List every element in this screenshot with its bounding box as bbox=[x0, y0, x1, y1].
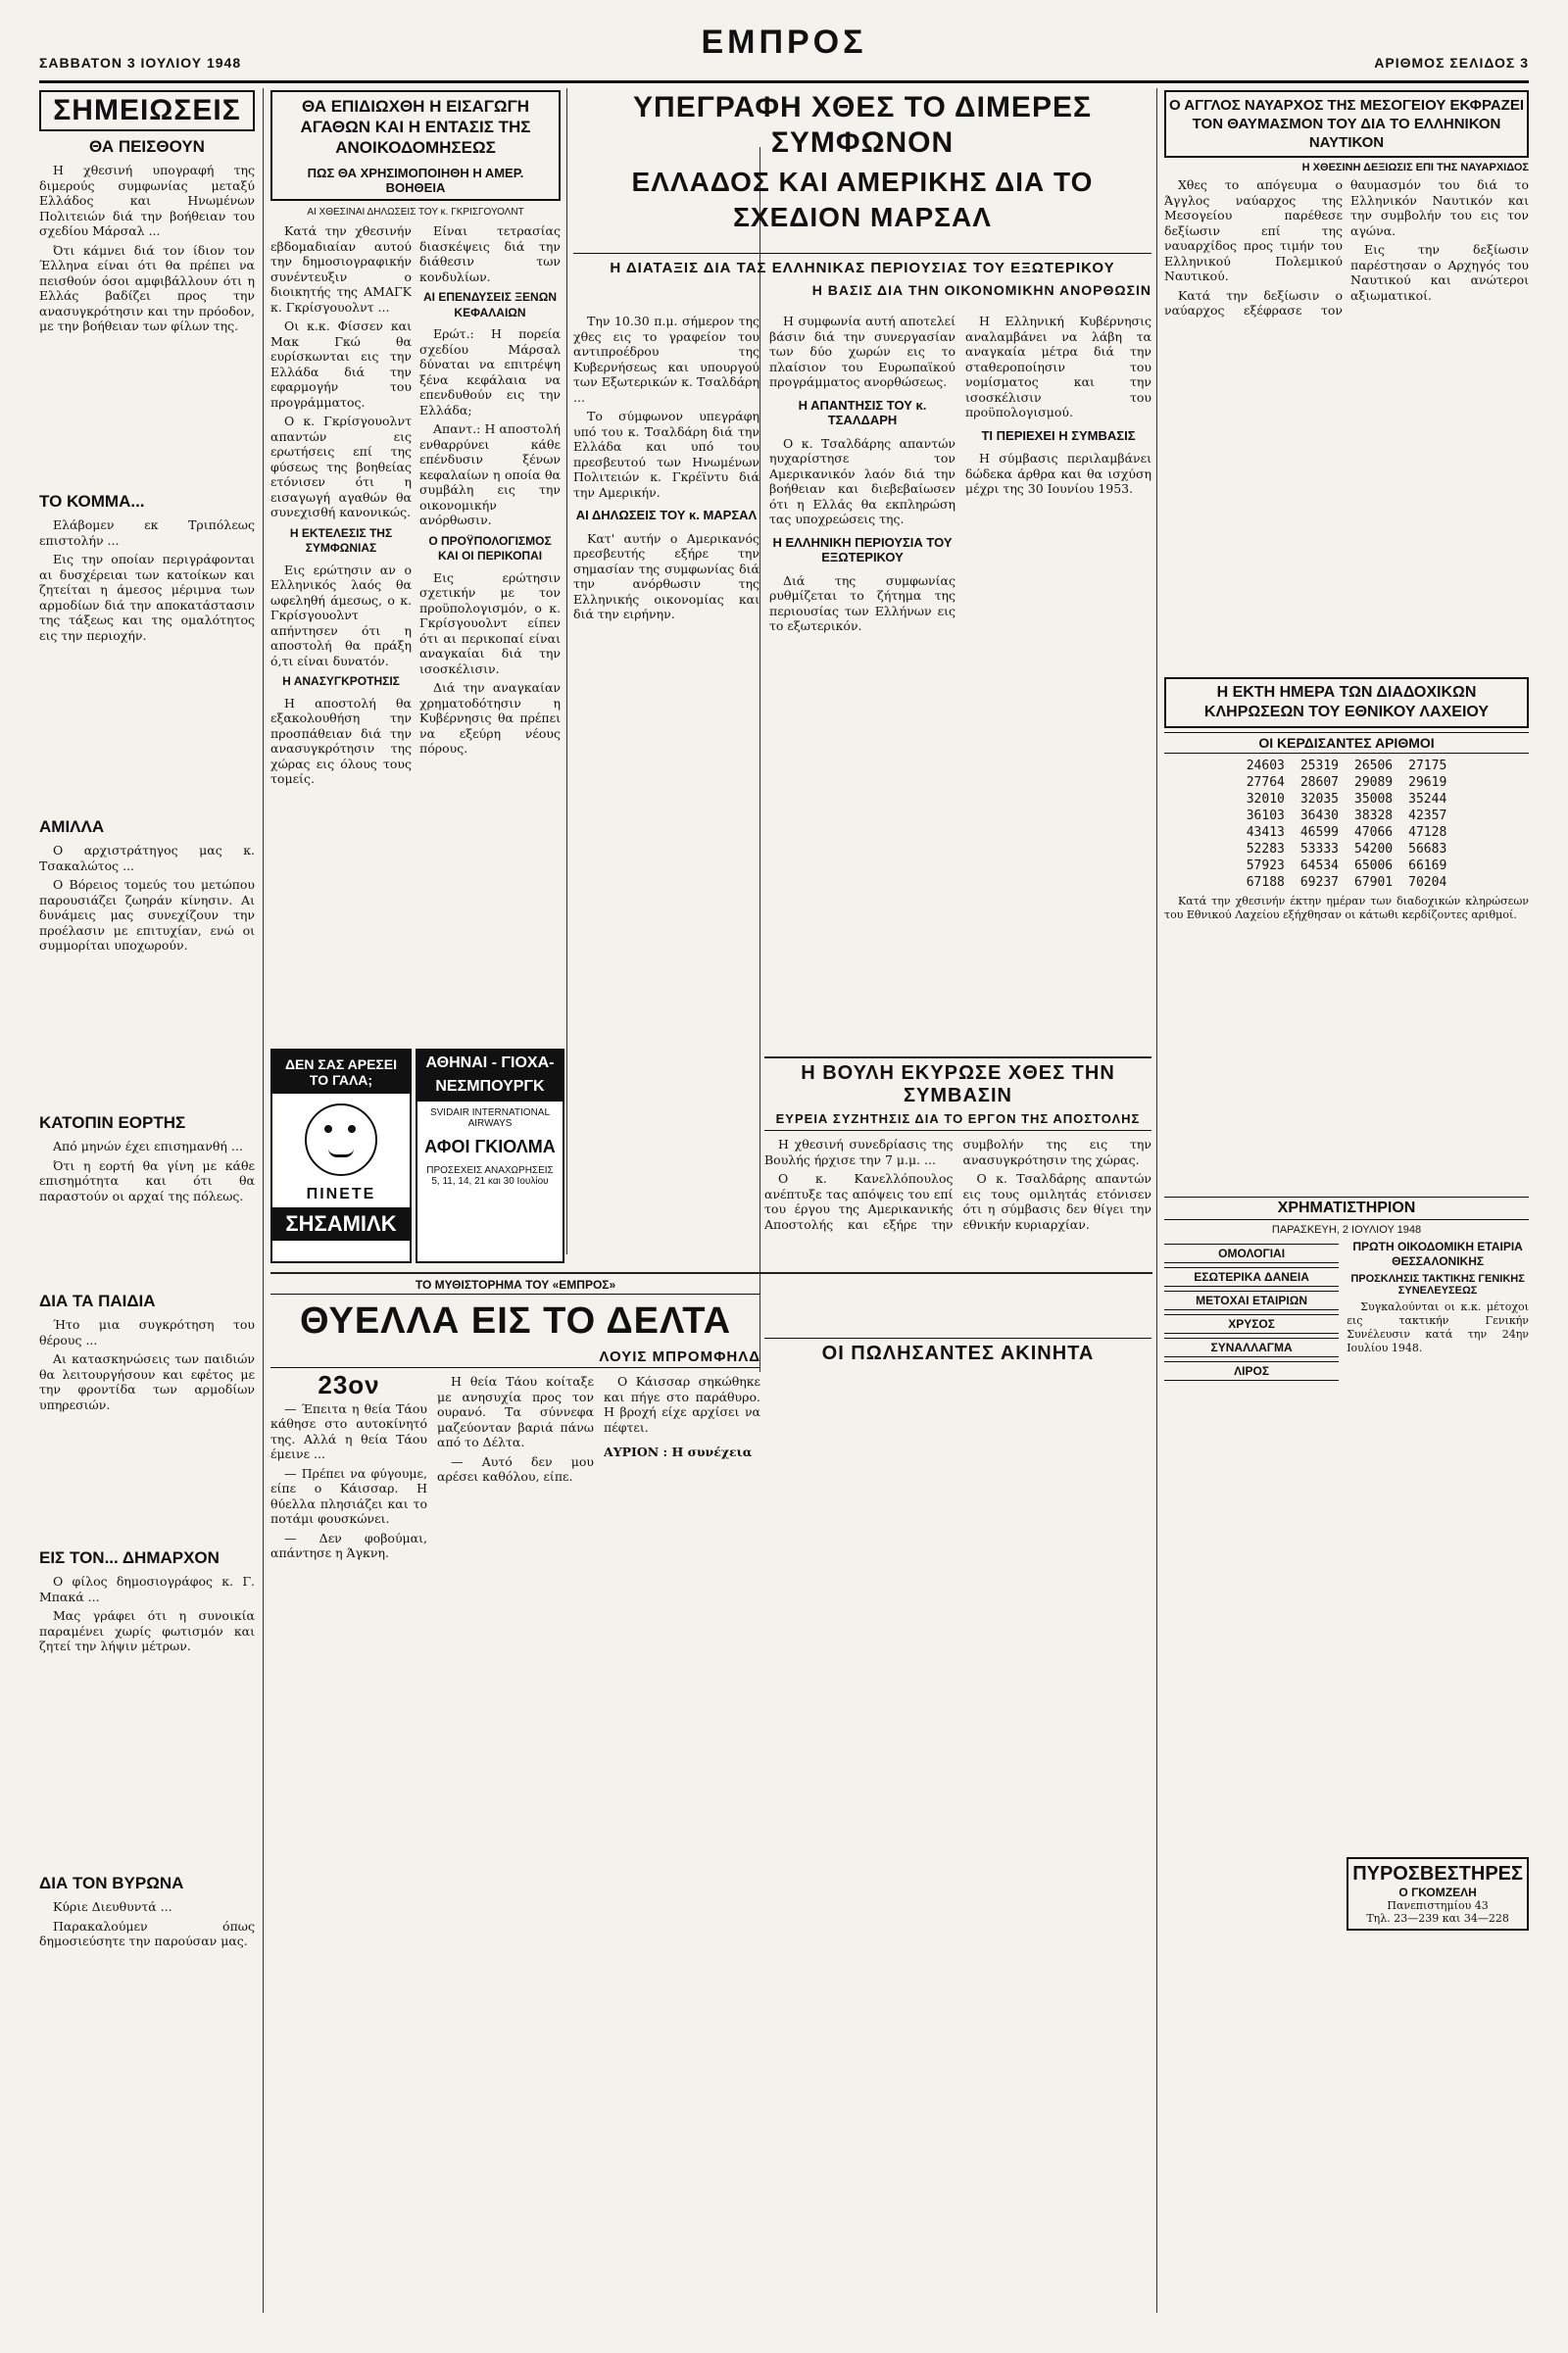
svidair-agent: ΑΦΟΙ ΓΚΙΟΛΜΑ bbox=[424, 1137, 556, 1156]
svidair-route-2: ΝΕΣΜΠΟΥΡΓΚ bbox=[417, 1076, 563, 1102]
svidair-route-1: ΑΘΗΝΑΙ - ΓΙΟΧΑ- bbox=[417, 1051, 563, 1076]
lottery-headline: Η ΕΚΤΗ ΗΜΕΡΑ ΤΩΝ ΔΙΑΔΟΧΙΚΩΝ ΚΛΗΡΩΣΕΩΝ ΤΟΥ ΕΘΝΙΚΟΥ ΛΑΧΕΙΟΥ bbox=[1203, 684, 1490, 720]
market-date: ΠΑΡΑΣΚΕΥΗ, 2 ΙΟΥΛΙΟΥ 1948 bbox=[1271, 1224, 1422, 1236]
serial-part: 23ον bbox=[318, 1374, 380, 1399]
notes-sub-7: ΔΙΑ ΤΟΝ ΒΥΡΩΝΑ bbox=[39, 1874, 184, 1892]
notes-body-3: Ο αρχιστράτηγος μας κ. Τσακαλώτος ... Ο Βόρειος τομεύς του μετώπου παρουσιάζει ζωηράν κίνησιν. Αι δυνάμεις μας συνεχίζουν την προέλασιν με επιτυχίαν, ενώ οι συμμορίται υποχωρούν. bbox=[39, 843, 255, 953]
table-row: 27764 28607 29089 29619 bbox=[1246, 775, 1447, 790]
lottery-subhead: ΟΙ ΚΕΡΔΙΣΑΝΤΕΣ ΑΡΙΘΜΟΙ bbox=[1164, 732, 1529, 754]
notes-sub-3: ΑΜΙΛΛΑ bbox=[39, 817, 105, 836]
sesamilk-line-2: ΠΙΝΕΤΕ bbox=[306, 1186, 376, 1202]
fire-subhead: Ο ΓΚΟΜΖΕΛΗ bbox=[1398, 1886, 1477, 1899]
table-row: 52283 53333 54200 56683 bbox=[1246, 842, 1447, 857]
fire-address: Πανεπιστημίου 43 bbox=[1387, 1899, 1489, 1912]
notes-column bbox=[39, 90, 255, 2325]
marshall-sub-3: Η ΕΛΛΗΝΙΚΗ ΠΕΡΙΟΥΣΙΑ ΤΟΥ ΕΞΩΤΕΡΙΚΟΥ bbox=[772, 534, 953, 564]
table-row: 32010 32035 35008 35244 bbox=[1246, 792, 1447, 807]
serial-kicker: ΤΟ ΜΥΘΙΣΤΟΡΗΜΑ ΤΟΥ «ΕΜΠΡΟΣ» bbox=[270, 1278, 760, 1295]
serial-body-left: 23ον — Έπειτα η θεία Τάου κάθησε στο αυτοκίνητό της. Αλλά η θεία Τάου έμεινε ... — Πρέπει να φύγουμε, είπε ο Κάισσαρ. Η θύελλα πλησιάζει και το ποτάμι φουσκώνει. — Δεν φοβούμαι, απάντησε η Άγκνη. bbox=[270, 1374, 427, 1560]
fire-extinguisher-ad bbox=[1347, 1857, 1529, 1931]
admiral-subhead: Η ΧΘΕΣΙΝΗ ΔΕΞΙΩΣΙΣ ΕΠΙ ΤΗΣ ΝΑΥΑΡΧΙΔΟΣ bbox=[1301, 162, 1529, 173]
property-headline: ΟΙ ΠΩΛΗΣΑΝΤΕΣ ΑΚΙΝΗΤΑ bbox=[821, 1343, 1095, 1364]
exchange-subhead: ΣΥΝΑΛΛΑΓΜΑ bbox=[1164, 1338, 1339, 1357]
table-row: 67188 69237 67901 70204 bbox=[1246, 875, 1447, 890]
notes-sub-5: ΔΙΑ ΤΑ ΠΑΙΔΙΑ bbox=[39, 1292, 156, 1310]
lira-subhead: ΛΙΡΟΣ bbox=[1164, 1361, 1339, 1381]
issue-date: ΣΑΒΒΑΤΟΝ 3 ΙΟΥΛΙΟΥ 1948 bbox=[39, 55, 242, 71]
lottery-table bbox=[1239, 758, 1455, 891]
griswold-body-left: Κατά την χθεσινήν εβδομαδιαίαν αυτού την δημοσιογραφικήν συνέντευξιν ο διοικητής της ΑΜΑΓΚ κ. Γκρίσγουολντ ... Οι κ.κ. Φίσσεν και Μακ Γκώ θα ευρίσκωνται εις την Ελλάδα διά την εφαρμογήν του προγράμματος. Ο κ. Γκρίσγουολντ απαντών εις ερωτήσεις επί της φύσεως της βοηθείας ετόνισεν ότι η εισαγωγή αγαθών θα συνεχισθή κανονικώς. Η ΕΚΤΕΛΕΣΙΣ ΤΗΣ ΣΥΜΦΩΝΙΑΣ Εις ερώτησιν αν ο Ελληνικός λαός θα ωφεληθή άμεσως, ο κ. Γκρίσγουολντ απήντησεν ότι η αποστολή θα πράξη ό,τι είναι δυνατόν. Η ΑΝΑΣΥΓΚΡΟΤΗΣΙΣ Η αποστολή θα εξακολουθήση την προσπάθειαν διά την ανασυγκρότησιν της χώρας εις όλους τους τομείς. bbox=[270, 223, 412, 786]
marshall-sub-1: ΑΙ ΔΗΛΩΣΕΙΣ ΤΟΥ κ. ΜΑΡΣΑΛ bbox=[575, 508, 758, 522]
marshall-sub-2: Η ΑΠΑΝΤΗΣΙΣ ΤΟΥ κ. ΤΣΑΛΔΑΡΗ bbox=[798, 397, 927, 427]
assembly-headline: ΠΡΩΤΗ ΟΙΚΟΔΟΜΙΚΗ ΕΤΑΙΡΙΑ ΘΕΣΣΑΛΟΝΙΚΗΣ bbox=[1352, 1240, 1523, 1268]
griswold-sub-4: Ο ΠΡΟΫΠΟΛΟΓΙΣΜΟΣ ΚΑΙ ΟΙ ΠΕΡΙΚΟΠΑΙ bbox=[428, 533, 552, 563]
griswold-headline-box bbox=[270, 90, 561, 201]
griswold-subhead: ΠΩΣ ΘΑ ΧΡΗΣΙΜΟΠΟΙΗΘΗ Η ΑΜΕΡ. ΒΟΗΘΕΙΑ bbox=[307, 166, 524, 195]
gold-subhead: ΧΡΥΣΟΣ bbox=[1164, 1314, 1339, 1334]
property-notice bbox=[764, 1338, 1152, 1378]
serial-continued: ΑΥΡΙΟΝ : Η συνέχεια bbox=[604, 1445, 753, 1459]
marshall-article-body bbox=[573, 314, 1152, 1058]
serial-author: ΛΟΥΙΣ ΜΠΡΟΜΦΗΛΔ bbox=[270, 1348, 760, 1368]
marshall-sub-4: ΤΙ ΠΕΡΙΕΧΕΙ Η ΣΥΜΒΑΣΙΣ bbox=[981, 427, 1136, 443]
griswold-body-right: Είναι τετρασίας διασκέψεις διά την διάθεσιν των κονδυλίων. ΑΙ ΕΠΕΝΔΥΣΕΙΣ ΞΕΝΩΝ ΚΕΦΑΛΑΙΩΝ Ερώτ.: Η πορεία σχεδίου Μάρσαλ δύναται να επιτρέψη ξένα κεφάλαια να επενδυθούν εις την Ελλάδα; Απαντ.: Η αποστολή ενθαρρύνει κάθε επένδυσιν ξένων κεφαλαίων η οποία θα συμβάλη εις την οικονομικήν ανόρθωσιν. Ο ΠΡΟΫΠΟΛΟΓΙΣΜΟΣ ΚΑΙ ΟΙ ΠΕΡΙΚΟΠΑΙ Εις ερώτησιν σχετικήν με τον προϋπολογισμόν, ο κ. Γκρίσγουολντ είπεν ότι αι περικοπαί είναι αναγκαίαι διά την ισοσκέλισιν. Διά την αναγκαίαν χρηματοδότησιν η Κυβέρνησις θα πρέπει να εξεύρη νέους πόρους. bbox=[419, 223, 561, 756]
sesamilk-ad bbox=[270, 1049, 412, 1263]
griswold-headline: ΘΑ ΕΠΙΔΙΩΧΘΗ Η ΕΙΣΑΓΩΓΗ ΑΓΑΘΩΝ ΚΑΙ Η ΕΝΤΑΣΙΣ ΤΗΣ ΑΝΟΙΚΟΔΟΜΗΣΕΩΣ bbox=[300, 97, 531, 157]
marshall-body-1: Την 10.30 π.μ. σήμερον της χθες εις το γραφείον του αντιπροέδρου της Κυβερνήσεως και υπουργού των Εξωτερικών κ. Τσαλδάρη ... Το σύμφωνον υπεγράφη υπό του κ. Τσαλδάρη διά την Ελλάδα και υπό του πρεσβευτού των Ηνωμένων Πολιτειών κ. Γκρέϊντυ διά την Αμερικήν. ΑΙ ΔΗΛΩΣΕΙΣ ΤΟΥ κ. ΜΑΡΣΑΛ Κατ' αυτήν ο Αμερικανός πρεσβευτής εξήρε την σημασίαν της συμφωνίας διά την ανόρθωσιν της Ελληνικής οικονομίας και διά την ειρήνην. bbox=[573, 314, 760, 621]
notes-sub-6: ΕΙΣ ΤΟΝ... ΔΗΜΑΡΧΟΝ bbox=[39, 1548, 220, 1567]
parliament-body: Η χθεσινή συνεδρίασις της Βουλής ήρχισε την 7 μ.μ. ... Ο κ. Κανελλόπουλος ανέπτυξε τας απόψεις του επί του έργου της Αμερικανικής Αποστολής και εξήρε την συμβολήν της εις την ανασυγκρότησιν της χώρας. Ο κ. Τσαλδάρης απαντών εις τους ομιλητάς ετόνισεν ότι η σύμβασις δεν θίγει την εθνικήν κυριαρχίαν. bbox=[764, 1137, 1152, 1232]
notes-sub-2: ΤΟ ΚΟΜΜΑ... bbox=[39, 492, 145, 511]
bonds-subhead: ΟΜΟΛΟΓΙΑΙ bbox=[1164, 1244, 1339, 1263]
sesamilk-line-1: ΔΕΝ ΣΑΣ ΑΡΕΣΕΙ ΤΟ ΓΑΛΑ; bbox=[272, 1051, 410, 1094]
notes-body-6: Ο φίλος δημοσιογράφος κ. Γ. Μπακά ... Μας γράφει ότι η συνοικία παραμένει χωρίς φωτισμόν και ζητεί την λήψιν μέτρων. bbox=[39, 1574, 255, 1653]
notes-sub-1: ΘΑ ΠΕΙΣΘΟΥΝ bbox=[89, 137, 205, 156]
notes-body-4: Από μηνών έχει επισημανθή ... Ότι η εορτή θα γίνη με κάθε επισημότητα και ότι θα παραστούν οι αρχαί της πόλεως. bbox=[39, 1139, 255, 1203]
headline-line-4: Η ΒΑΣΙΣ ΔΙΑ ΤΗΝ ΟΙΚΟΝΟΜΙΚΗΝ ΑΝΟΡΘΩΣΙΝ bbox=[811, 282, 1152, 298]
lottery-body: Κατά την χθεσινήν έκτην ημέραν των διαδοχικών κληρώσεων του Εθνικού Λαχείου εξήχθησαν οι κάτωθι κερδίζοντες αριθμοί. bbox=[1164, 895, 1529, 921]
griswold-sub-3: ΑΙ ΕΠΕΝΔΥΣΕΙΣ ΞΕΝΩΝ ΚΕΦΑΛΑΙΩΝ bbox=[423, 290, 557, 319]
lottery-headline-box bbox=[1164, 677, 1529, 728]
serial-body-right: Ο Κάισσαρ σηκώθηκε και πήγε στο παράθυρο. Η βροχή είχε αρχίσει να πέφτει. ΑΥΡΙΟΝ : Η συνέχεια bbox=[604, 1374, 760, 1459]
serial-title: ΘΥΕΛΛΑ ΕΙΣ ΤΟ ΔΕΛΤΑ bbox=[299, 1300, 732, 1342]
griswold-byline: ΑΙ ΧΘΕΣΙΝΑΙ ΔΗΛΩΣΕΙΣ ΤΟΥ κ. ΓΚΡΙΣΓΟΥΟΛΝΤ bbox=[307, 207, 524, 218]
notes-body-7: Κύριε Διευθυντά ... Παρακαλούμεν όπως δημοσιεύσητε την παρούσαν μας. bbox=[39, 1899, 255, 1948]
notes-body-5: Ήτο μια συγκρότηση του θέρους ... Αι κατασκηνώσεις των παιδιών θα λειτουργήσουν και εφέτος με την φροντίδα των αρμοδίων υπηρεσιών. bbox=[39, 1317, 255, 1412]
notes-body-1: Η χθεσινή υπογραφή της διμερούς συμφωνίας μεταξύ Ελλάδος και Ηνωμένων Πολιτειών διά την βοήθειαν του σχεδίου Μάρσαλ ... Ότι κάμνει διά τον ίδιον τον Έλληνα είναι ότι θα πρέπει να πεισθούν όσοι αμφιβάλλουν ότι η Ελλάς βαδίζει προς την ανασυγκρότησιν και την πρόοδον, με την βοήθειαν των φίλων της. bbox=[39, 163, 255, 333]
masthead bbox=[39, 20, 1529, 83]
parliament-article bbox=[764, 1062, 1152, 1337]
notes-title: ΣΗΜΕΙΩΣΕΙΣ bbox=[39, 90, 255, 131]
admiral-headline-box bbox=[1164, 90, 1529, 158]
table-row: 24603 25319 26506 27175 bbox=[1246, 759, 1447, 773]
fire-phone: Τηλ. 23—239 και 34—228 bbox=[1366, 1912, 1509, 1925]
griswold-sub-1: Η ΕΚΤΕΛΕΣΙΣ ΤΗΣ ΣΥΜΦΩΝΙΑΣ bbox=[289, 525, 393, 555]
parliament-headline: Η ΒΟΥΛΗ ΕΚΥΡΩΣΕ ΧΘΕΣ ΤΗΝ ΣΥΜΒΑΣΙΝ bbox=[801, 1062, 1115, 1106]
child-drinking-icon bbox=[305, 1103, 377, 1176]
marshall-headline-block bbox=[573, 90, 1152, 316]
headline-line-1: ΥΠΕΓΡΑΦΗ ΧΘΕΣ ΤΟ ΔΙΜΕΡΕΣ ΣΥΜΦΩΝΟΝ bbox=[633, 91, 1092, 159]
svidair-departures: ΠΡΟΣΕΧΕΙΣ ΑΝΑΧΩΡΗΣΕΙΣ 5, 11, 14, 21 και 30 Ιουλίου bbox=[426, 1165, 554, 1187]
fire-headline: ΠΥΡΟΣΒΕΣΤΗΡΕΣ bbox=[1352, 1863, 1523, 1885]
notes-body-2: Ελάβομεν εκ Τριπόλεως επιστολήν ... Εις την οποίαν περιγράφονται αι δυσχέρειαι των κατοίκων και ζητείται η άμεσος μέριμνα των αρμοδίων διά την αποκατάστασιν της τάξεως και της ομαλότητος εις την περιοχήν. bbox=[39, 517, 255, 643]
notes-sub-4: ΚΑΤΟΠΙΝ ΕΟΡΤΗΣ bbox=[39, 1113, 186, 1132]
table-row: 36103 36430 38328 42357 bbox=[1246, 809, 1447, 823]
domestic-loans-subhead: ΕΣΩΤΕΡΙΚΑ ΔΑΝΕΙΑ bbox=[1164, 1267, 1339, 1287]
admiral-headline: Ο ΑΓΓΛΟΣ ΝΑΥΑΡΧΟΣ ΤΗΣ ΜΕΣΟΓΕΙΟΥ ΕΚΦΡΑΖΕΙ ΤΟΝ ΘΑΥΜΑΣΜΟΝ ΤΟΥ ΔΙΑ ΤΟ ΕΛΛΗΝΙΚΟΝ ΝΑΥΤΙΚΟΝ bbox=[1168, 97, 1525, 151]
headline-line-2: ΕΛΛΑΔΟΣ ΚΑΙ ΑΜΕΡΙΚΗΣ ΔΙΑ ΤΟ ΣΧΕΔΙΟΝ ΜΑΡΣΑΛ bbox=[631, 167, 1094, 232]
market-title: ΧΡΗΜΑΤΙΣΤΗΡΙΟΝ bbox=[1164, 1197, 1529, 1220]
headline-line-3: Η ΔΙΑΤΑΞΙΣ ΔΙΑ ΤΑΣ ΕΛΛΗΝΙΚΑΣ ΠΕΡΙΟΥΣΙΑΣ ΤΟΥ ΕΞΩΤΕΡΙΚΟΥ bbox=[573, 253, 1152, 276]
svidair-ad bbox=[416, 1049, 564, 1263]
assembly-body: Συγκαλούνται οι κ.κ. μέτοχοι εις τακτικήν Γενικήν Συνέλευσιν κατά την 24ην Ιουλίου 1948. bbox=[1347, 1300, 1529, 1354]
parliament-subhead: ΕΥΡΕΙΑ ΣΥΖΗΤΗΣΙΣ ΔΙΑ ΤΟ ΕΡΓΟΝ ΤΗΣ ΑΠΟΣΤΟΛΗΣ bbox=[764, 1111, 1152, 1131]
marshall-body-3: Η Ελληνική Κυβέρνησις αναλαμβάνει να λάβη τα αναγκαία μέτρα διά την σταθεροποίησιν του νομίσματος και την ισοσκέλισιν του προϋπολογισμού. ΤΙ ΠΕΡΙΕΧΕΙ Η ΣΥΜΒΑΣΙΣ Η σύμβασις περιλαμβάνει δώδεκα άρθρα και θα ισχύση μέχρι της 30 Ιουνίου 1953. bbox=[965, 314, 1152, 496]
sesamilk-brand: ΣΗΣΑΜΙΛΚ bbox=[272, 1207, 410, 1241]
marshall-body-2: Η συμφωνία αυτή αποτελεί βάσιν διά την συνεργασίαν των δύο χωρών εις το πλαίσιον του Ευρωπαϊκού προγράμματος ανορθώσεως. Η ΑΠΑΝΤΗΣΙΣ ΤΟΥ κ. ΤΣΑΛΔΑΡΗ Ο κ. Τσαλδάρης απαντών ηυχαρίστησε τον Αμερικανικόν λαόν διά την βοήθειαν και διεβεβαίωσεν ότι η Ελλάς θα εκπληρώση τας υποχρεώσεις της. Η ΕΛΛΗΝΙΚΗ ΠΕΡΙΟΥΣΙΑ ΤΟΥ ΕΞΩΤΕΡΙΚΟΥ Διά της συμφωνίας ρυθμίζεται το ζήτημα της περιουσίας των Ελλήνων εις το εξωτερικόν. bbox=[769, 314, 956, 633]
newspaper-page bbox=[39, 20, 1529, 2332]
stocks-subhead: ΜΕΤΟΧΑΙ ΕΤΑΙΡΙΩΝ bbox=[1164, 1291, 1339, 1310]
serial-body-mid: Η θεία Τάου κοίταξε με ανησυχία προς τον ουρανό. Τα σύννεφα μαζεύονταν βαριά πάνω από το Δέλτα. — Αυτό δεν μου αρέσει καθόλου, είπε. bbox=[437, 1374, 594, 1484]
assembly-subhead: ΠΡΟΣΚΛΗΣΙΣ ΤΑΚΤΙΚΗΣ ΓΕΝΙΚΗΣ ΣΥΝΕΛΕΥΣΕΩΣ bbox=[1350, 1273, 1525, 1297]
right-column bbox=[1164, 90, 1529, 2325]
newspaper-name: ΕΜΠΡΟΣ bbox=[701, 24, 867, 61]
svidair-company: SVIDAIR INTERNATIONAL AIRWAYS bbox=[429, 1107, 551, 1129]
griswold-sub-2: Η ΑΝΑΣΥΓΚΡΟΤΗΣΙΣ bbox=[282, 674, 400, 688]
table-row: 57923 64534 65006 66169 bbox=[1246, 858, 1447, 873]
page-number: ΑΡΙΘΜΟΣ ΣΕΛΙΔΟΣ 3 bbox=[1374, 55, 1529, 71]
table-row: 43413 46599 47066 47128 bbox=[1246, 825, 1447, 840]
admiral-body: Χθες το απόγευμα ο Άγγλος ναύαρχος της Μεσογείου παρέθεσε δεξίωσιν επί της ναυαρχίδος προς τιμήν του Ελληνικού Πολεμικού Ναυτικού. Κατά την δεξίωσιν ο ναύαρχος εξέφρασε τον θαυμασμόν του διά το Ελληνικόν Ναυτικόν και την συμβολήν του εις τον αγώνα. Εις την δεξίωσιν παρέστησαν ο Αρχηγός του Ναυτικού και ανώτεροι αξιωματικοί. bbox=[1164, 177, 1529, 318]
serial-story bbox=[270, 1278, 760, 2317]
